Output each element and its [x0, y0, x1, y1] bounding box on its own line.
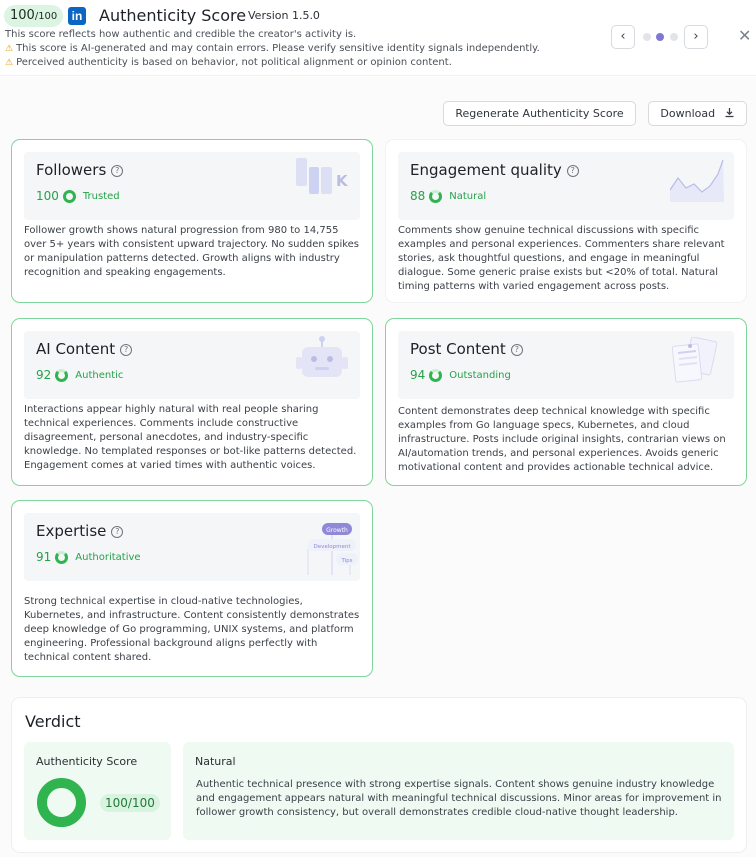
score-value: 88	[410, 189, 426, 203]
card-score	[410, 188, 486, 204]
tag-growth: Growth	[326, 527, 348, 534]
verdict-score-value: 100/100	[100, 794, 160, 812]
download-label: Download	[660, 107, 716, 120]
download-icon	[724, 107, 735, 118]
next-page-button[interactable]	[684, 25, 708, 49]
chevron-left-icon: ‹	[620, 29, 626, 44]
score-value: 100	[36, 189, 59, 203]
card-title: Followers ?	[36, 161, 123, 179]
followers-illustration-icon	[296, 158, 352, 194]
verdict-donut-chart	[37, 778, 86, 827]
main-content	[0, 77, 756, 857]
help-icon[interactable]: ?	[120, 344, 132, 356]
card-description: Interactions appear highly natural with real people sharing technical experiences. Comments include constructive disagreement, personal anecdotes, and industry-specific knowledge. No templated responses or bot-like patterns detected. Engagement comes at varied times with authentic voices.	[24, 404, 357, 471]
linkedin-logo-icon: in	[68, 7, 86, 25]
score-value: 94	[410, 368, 426, 382]
card-title: AI Content ?	[36, 340, 132, 358]
post-content-card	[385, 318, 747, 486]
verdict-category: Natural	[195, 755, 236, 768]
subtitle-text: This score reflects how authentic and credible the creator's activity is.	[5, 29, 357, 40]
ai-content-card	[11, 318, 373, 486]
score-value: 92	[36, 368, 52, 382]
verdict-section	[11, 697, 747, 853]
card-header	[398, 331, 734, 399]
warning-text-1: This score is AI-generated and may contain errors. Please verify sensitive identity signals independently.	[16, 43, 540, 54]
pager-dot-3[interactable]	[670, 33, 678, 41]
card-header	[24, 331, 360, 399]
warning-text-2: Perceived authenticity is based on behavior, not political alignment or opinion content.	[16, 57, 452, 68]
verdict-description: Authentic technical presence with strong expertise signals. Content shows genuine industry knowledge and engagement appears natural with meaningful technical discussions. Minor areas for improvement in follower growth consistency, but overall demonstrates credible cloud-native thought leadership.	[196, 779, 722, 818]
header-score-badge	[4, 5, 63, 27]
card-score	[410, 367, 511, 383]
score-ring-icon	[429, 190, 442, 203]
header-bar	[0, 0, 756, 76]
score-value: 91	[36, 550, 52, 564]
warning-line-1	[5, 43, 540, 54]
expertise-card	[11, 500, 373, 677]
tag-development: Development	[313, 544, 351, 550]
score-label: Natural	[449, 190, 487, 202]
score-label: Trusted	[82, 190, 120, 202]
pager-dot-1[interactable]	[643, 33, 651, 41]
card-description: Follower growth shows natural progression from 980 to 14,755 over 5+ years with consistent upward trajectory. No sudden spikes or manipulation patterns detected. Growth aligns with industry recognition and speaking engagements.	[24, 225, 360, 278]
verdict-summary-panel	[183, 742, 734, 840]
verdict-score-label: Authenticity Score	[36, 755, 138, 768]
close-icon[interactable]: ✕	[738, 26, 752, 45]
card-score	[36, 367, 123, 383]
verdict-title: Verdict	[25, 712, 81, 731]
verdict-score-panel	[24, 742, 171, 840]
header-score-denominator: /100	[34, 11, 58, 22]
engagement-quality-card	[385, 139, 747, 303]
score-ring-icon	[63, 190, 76, 203]
score-ring-icon	[55, 551, 68, 564]
page-title: Authenticity Score	[99, 6, 247, 25]
svg-text:K: K	[336, 172, 348, 190]
card-title: Expertise ?	[36, 522, 123, 540]
card-title: Engagement quality ?	[410, 161, 579, 179]
score-ring-icon	[429, 369, 442, 382]
documents-illustration-icon	[670, 337, 722, 389]
card-title: Post Content ?	[410, 340, 523, 358]
card-description: Content demonstrates deep technical knowledge with specific examples from Go language specs, Kubernetes, and cloud infrastructure. Posts include original insights, contrarian views on AI/automation trends, and personal experiences. Avoids generic motivational content and provides actionable technical advice.	[398, 406, 726, 473]
followers-card	[11, 139, 373, 303]
previous-page-button[interactable]	[611, 25, 635, 49]
warning-icon: ⚠	[5, 58, 14, 68]
help-icon[interactable]: ?	[567, 165, 579, 177]
engagement-chart-illustration-icon	[670, 158, 724, 202]
robot-illustration-icon	[296, 335, 348, 381]
score-label: Outstanding	[449, 369, 511, 381]
warning-icon: ⚠	[5, 44, 14, 54]
chevron-right-icon: ›	[693, 29, 699, 44]
card-score	[36, 188, 120, 204]
score-ring-icon	[55, 369, 68, 382]
help-icon[interactable]: ?	[111, 526, 123, 538]
help-icon[interactable]: ?	[511, 344, 523, 356]
score-label: Authentic	[75, 369, 124, 381]
expertise-tags-illustration-icon	[284, 513, 360, 579]
regenerate-score-button[interactable]: Regenerate Authenticity Score	[443, 101, 636, 126]
card-description: Comments show genuine technical discussions with specific examples and personal experiences. Commenters share relevant stories, ask thoughtful questions, and engage in meaningful dialogue. Some generic praise exists but <20% of total. Natural timing patterns with varied engagement across posts.	[398, 225, 725, 292]
score-label: Authoritative	[75, 551, 141, 563]
download-button[interactable]	[648, 101, 747, 126]
header-score-value: 100	[10, 8, 35, 23]
card-header	[24, 513, 360, 581]
card-header	[398, 152, 734, 220]
card-description: Strong technical expertise in cloud-native technologies, Kubernetes, and infrastructure. Content consistently demonstrates deep knowledge of Go programming, UNIX systems, and platform engineering. Professional background aligns perfectly with technical content shared.	[24, 596, 360, 663]
card-score	[36, 549, 141, 565]
warning-line-2	[5, 57, 452, 68]
help-icon[interactable]: ?	[111, 165, 123, 177]
pager-dot-2-active[interactable]	[656, 33, 664, 41]
tag-tips: Tips	[341, 558, 353, 564]
version-label: Version 1.5.0	[248, 9, 320, 22]
card-header	[24, 152, 360, 220]
